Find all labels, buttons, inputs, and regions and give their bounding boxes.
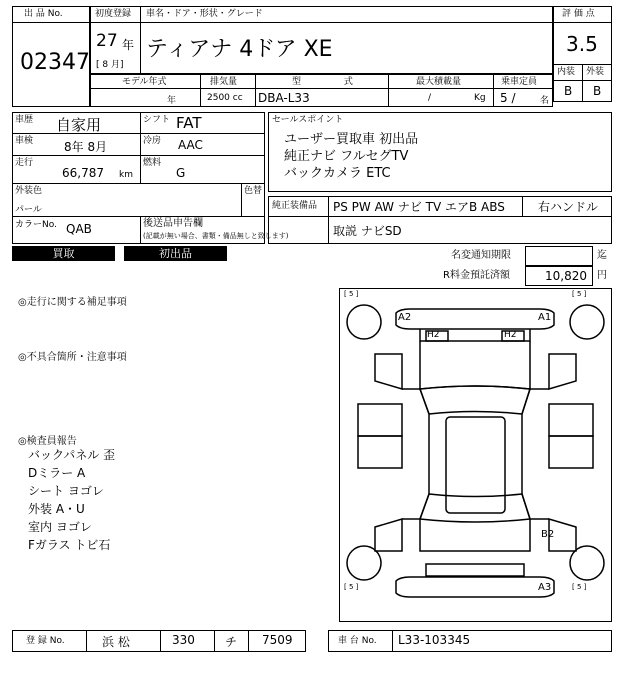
chassis-label: 車 台 No. [338,636,377,646]
inspector-line: バックパネル 歪 [28,448,116,462]
exterior-color-value: パール [15,205,42,215]
recycle-unit: 円 [597,270,607,281]
ac-label: 冷房 [143,136,162,146]
score-value: 3.5 [566,32,598,56]
side-left [402,389,429,519]
rear-plate-area [426,564,524,576]
sales-point-line: ユーザー買取車 初出品 [284,132,419,147]
recycle-value: 10,820 [545,269,587,283]
sales-points-label: セールスポイント [272,115,344,125]
history-label: 車歴 [15,115,34,125]
driving-notes-label: ◎走行に関する補足事項 [18,297,127,308]
sales-point-line: バックカメラ ETC [284,166,391,181]
inspector-line: Fガラス トビ石 [28,538,111,552]
mileage-label: 走行 [15,158,34,168]
score-label: 評 価 点 [562,9,595,19]
fender-rear-left [375,519,402,551]
inspection-label: 車検 [15,136,34,146]
registration-number: 7509 [262,633,293,647]
shift-value: FAT [176,114,202,132]
shift-label: シフト [143,115,171,125]
max-load-value: / [428,93,432,103]
aftermarket-note: (記載が無い場合、書類・備品無しと致します) [143,232,289,240]
tire-label-front-left: [ 5 ] [344,290,359,298]
damage-mark-rear-fender: B2 [541,529,555,540]
damage-mark-front-bumper-right: A1 [538,312,552,323]
fuel-label: 燃料 [143,158,162,168]
car-name: ティアナ 4ドア XE [146,37,333,62]
tire-label-rear-right: [ 5 ] [572,583,587,591]
fender-front-right [549,354,576,389]
mileage-unit: km [119,170,133,180]
side-right [522,389,549,519]
car-diagram [339,288,612,622]
rear-bumper [396,577,554,597]
name-change-box [525,246,593,266]
car-outline-drawing [340,289,611,621]
trunk [420,519,530,551]
first-registration-year: 27 [96,31,118,51]
hood [420,341,530,389]
capacity-value: 5 / [500,91,516,105]
displacement-value: 2500 cc [207,93,243,103]
removed-items: 取説 ナビSD [333,224,402,238]
registration-kana: チ [225,635,238,649]
inspector-line: シート ヨゴレ [28,484,104,498]
capacity-label: 乗車定員 [501,77,538,87]
tag-first-listing: 初出品 [124,246,227,261]
inspector-line: 室内 ヨゴレ [28,520,92,534]
equipment-label: 純正装備品 [272,201,318,211]
interior-grade: B [564,84,573,98]
damage-mark-front-bumper-left: A2 [398,312,412,323]
registration-area: 浜 松 [102,635,130,649]
recycle-label: R料金預託済額 [443,270,510,281]
sales-point-line: 純正ナビ フルセグTV [284,149,409,164]
inspector-line: 外装 A・U [28,502,85,516]
roof [446,417,505,513]
exterior-grade: B [593,84,602,98]
damage-mark-rear-bumper: A3 [538,582,552,593]
name-change-unit: 迄 [597,250,607,261]
color-no-value: QAB [66,222,92,236]
displacement-label: 排気量 [210,77,238,87]
model-year-label: モデル年式 [122,77,167,87]
door-front-right [549,404,593,436]
tire-label-rear-left: [ 5 ] [344,583,359,591]
tire-front-left [347,305,381,339]
model-year-value: 年 [167,96,177,106]
registration-label: 登 録 No. [26,636,65,646]
car-name-label: 車名・ドア・形状・グレード [146,9,263,19]
door-rear-right [549,436,593,468]
color-no-label: カラーNo. [15,220,57,230]
defects-label: ◎不具合箇所・注意事項 [18,352,127,363]
first-registration-label: 初度登録 [95,9,132,19]
lot-number-label: 出 品 No. [24,9,63,19]
steering-value: 右ハンドル [538,200,599,214]
ac-value: AAC [178,138,203,152]
inspection-value: 8年 8月 [64,140,108,154]
max-load-unit: Kg [474,93,486,103]
registration-class: 330 [172,633,195,647]
tire-label-front-right: [ 5 ] [572,290,587,298]
name-change-label: 名変通知期限 [451,250,511,261]
exterior-label: 外装 [586,67,605,77]
tag-kaitori: 買取 [12,246,115,261]
damage-mark-headlight-left: H2 [427,330,440,340]
first-registration-month: [ 8 月] [96,60,124,70]
max-load-label: 最大積載量 [416,77,462,87]
history-value: 自家用 [56,116,102,134]
front-bumper [396,309,554,329]
windshield [420,386,530,414]
type-label: 型 式 [292,77,353,87]
inspector-label: ◎検査員報告 [18,436,77,447]
fuel-value: G [176,166,186,180]
equipment-items: PS PW AW ナビ TV エアB ABS [333,200,505,214]
rear-window [420,494,530,522]
exterior-color-label: 外装色 [15,186,43,196]
inspector-line: Dミラー A [28,466,86,480]
interior-label: 内装 [557,67,576,77]
type-value: DBA-L33 [258,91,310,105]
lot-number: 02347 [20,50,90,75]
fender-front-left [375,354,402,389]
mileage-value: 66,787 [62,166,104,180]
door-rear-left [358,436,402,468]
color-change-label: 色替 [244,186,263,196]
aftermarket-label: 後送品申告欄 [143,218,203,229]
first-registration-year-unit: 年 [122,38,135,52]
door-front-left [358,404,402,436]
tire-front-right [570,305,604,339]
damage-mark-headlight-right: H2 [504,330,517,340]
capacity-unit: 名 [540,96,550,106]
chassis-number: L33-103345 [398,633,471,647]
